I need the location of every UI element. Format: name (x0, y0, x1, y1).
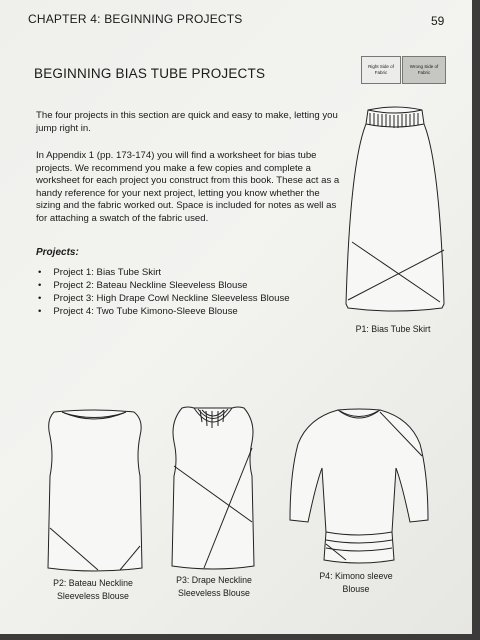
projects-list (38, 266, 290, 318)
projects-title: Projects: (36, 247, 79, 258)
intro-paragraph: The four projects in this section are quick and easy to make, letting you jump right in. (36, 110, 338, 134)
legend-right-side-label: Right Side of Fabric (368, 64, 394, 75)
worksheet-paragraph: In Appendix 1 (pp. 173-174) you will find a worksheet for bias tube projects. We recommend you make a few copies and complete a worksheet for each project you construct from this book. These act as a handy reference for your next project, letting you know whether the sizing and the fabric worked out. Space is included for notes as well as for attaching a swatch of the fabric used. (36, 150, 340, 224)
caption-p3 (164, 574, 264, 600)
legend-right-side (361, 56, 401, 84)
list-item: • Project 3: High Drape Cowl Neckline Sleeveless Blouse (38, 292, 290, 305)
list-item: • Project 4: Two Tube Kimono-Sleeve Blouse (38, 305, 290, 318)
caption-p4-line2: Blouse (342, 584, 370, 594)
page-number: 59 (431, 14, 445, 28)
legend-wrong-side-label: Wrong Side of Fabric (409, 64, 439, 75)
drape-blouse-illustration (158, 402, 268, 574)
skirt-illustration (340, 104, 450, 324)
list-item: • Project 1: Bias Tube Skirt (38, 266, 290, 279)
caption-p4-line1: P4: Kimono sleeve (319, 571, 393, 581)
section-title: BEGINNING BIAS TUBE PROJECTS (34, 66, 266, 81)
caption-p3-line2: Sleeveless Blouse (178, 588, 250, 598)
caption-p1: P1: Bias Tube Skirt (355, 324, 431, 334)
chapter-header: CHAPTER 4: BEGINNING PROJECTS (28, 12, 243, 26)
caption-p2-line2: Sleeveless Blouse (57, 591, 129, 601)
caption-p2 (38, 577, 148, 603)
caption-p4 (306, 570, 406, 596)
caption-p3-line1: P3: Drape Neckline (176, 575, 252, 585)
list-item: • Project 2: Bateau Neckline Sleeveless Blouse (38, 279, 290, 292)
bateau-blouse-illustration (36, 406, 154, 578)
legend-wrong-side (402, 56, 446, 84)
kimono-blouse-illustration (288, 404, 430, 566)
caption-p2-line1: P2: Bateau Neckline (53, 578, 133, 588)
